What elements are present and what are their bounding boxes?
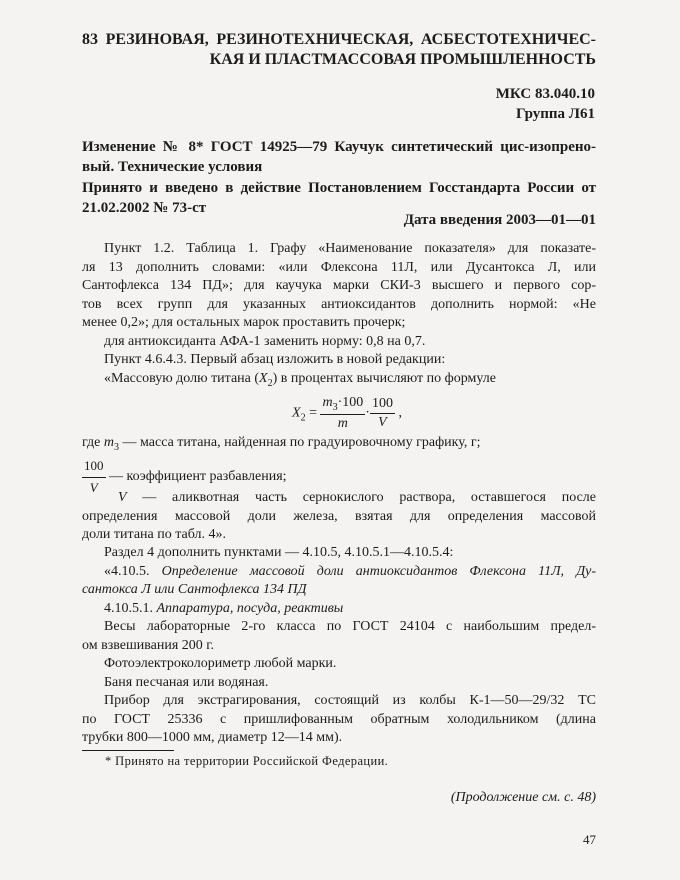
text-line (82, 563, 596, 582)
text-fragment: «Массовую долю титана ( (104, 370, 260, 386)
page-number: 47 (583, 832, 596, 847)
text-line: трубки 800—1000 мм, диаметр 12—14 мм). (82, 730, 343, 745)
titanium-formula (292, 395, 402, 432)
variable: m (322, 395, 333, 410)
text-line: Баня песчаная или водяная. (104, 674, 269, 690)
text-line: Прибор для экстрагирования, состоящий из колбы К-1—50—29/32 ТС (104, 693, 596, 708)
amendment-title-line-2: вый. Технические условия (82, 159, 263, 175)
clause-number: 4.10.5.1. (104, 600, 157, 616)
subscript: 3 (332, 401, 338, 413)
text-line: Фотоэлектроколориметр любой марки. (104, 656, 337, 671)
formula-dot: · (365, 405, 370, 421)
text-line: ля 13 дополнить словами: «или Флексона 11Л, или Дусантокса Л, или (82, 259, 596, 275)
text-fragment: — коэффициент разбавления; (105, 469, 287, 485)
text-fragment: — масса титана, найденная по градуировочному графику, г; (119, 435, 481, 450)
variable: m (103, 435, 115, 450)
formula-lhs-sub: 2 (300, 412, 306, 424)
section-heading-line-1: 83 РЕЗИНОВАЯ, РЕЗИНОТЕХНИЧЕСКАЯ, АСБЕСТОТЕХНИЧЕС- (82, 31, 596, 48)
text-line (82, 370, 596, 393)
variable: V (118, 490, 127, 505)
adoption-line-2: 21.02.2002 № 73-ст (82, 200, 207, 216)
formula-lhs: X (292, 405, 301, 421)
clause-title: Определение массовой доли антиоксидантов Флексона 11Л, Ду- (161, 563, 596, 579)
amendment-title (82, 137, 596, 177)
text-line: определения массовой доли железа, взятая для определения массовой (82, 508, 596, 524)
paragraph-item-1-2 (82, 240, 596, 393)
fraction-denominator: m (337, 415, 348, 431)
footnote: * Принято на территории Российской Федерации. (105, 754, 389, 768)
text-line (82, 489, 596, 508)
text-line (82, 600, 596, 619)
text-line: для антиоксиданта АФА-1 заменить норму: 0,8 на 0,7. (104, 333, 426, 349)
text-line: сантокса Л или Сантофлекса 134 ПД (82, 582, 307, 597)
text-line: тов всех групп для указанных антиоксидантов дополнить нормой: «Не (82, 296, 596, 312)
fraction-numerator: 100 (370, 396, 395, 414)
continuation-note: (Продолжение см. с. 48) (450, 790, 596, 805)
amendment-title-line-1: Изменение № 8* ГОСТ 14925—79 Каучук синтетический цис-изопрено- (82, 139, 596, 155)
text-line: ом взвешивания 200 г. (82, 637, 214, 653)
text-fragment: — аликвотная часть сернокислого раствора, оставшегося после (126, 490, 596, 505)
formula-fraction-1 (320, 395, 365, 432)
section-heading (82, 30, 596, 70)
aliquot-definition (82, 489, 596, 545)
text-line: менее 0,2»; для остальных марок проставить прочерк; (82, 315, 406, 330)
section-4-additions (82, 544, 596, 748)
numerator-rest: ·100 (337, 395, 364, 410)
group-code: Группа Л61 (516, 106, 595, 122)
text-fragment: ) в процентах вычисляют по формуле (272, 370, 496, 386)
formula-fraction-2 (370, 396, 395, 431)
formula-equals: = (305, 405, 321, 421)
text-line: Пункт 1.2. Таблица 1. Графу «Наименование показателя» для показате- (104, 241, 596, 256)
section-heading-line-2: КАЯ И ПЛАСТМАССОВАЯ ПРОМЫШЛЕННОСТЬ (209, 51, 596, 68)
variable: X (259, 370, 268, 386)
text-fragment: где (82, 435, 104, 450)
text-line: по ГОСТ 25336 с пришлифованным обратным холодильником (длина (82, 711, 596, 727)
where-clause (82, 434, 596, 457)
fraction-numerator (320, 395, 365, 415)
subscript: 2 (267, 377, 273, 389)
adoption-line-1: Принято и введено в действие Постановлением Госстандарта России от (82, 180, 596, 196)
mks-code: МКС 83.040.10 (495, 86, 595, 102)
subscript: 3 (114, 441, 120, 453)
text-line: Раздел 4 дополнить пунктами — 4.10.5, 4.10.5.1—4.10.5.4: (104, 545, 454, 560)
effective-date: Дата введения 2003—01—01 (403, 212, 596, 228)
footnote-divider (82, 750, 174, 751)
formula-tail: , (394, 405, 402, 421)
classification-block (496, 84, 595, 124)
clause-number: «4.10.5. (104, 563, 162, 579)
clause-title: Аппаратура, посуда, реактивы (156, 600, 344, 616)
fraction-denominator: V (89, 479, 98, 495)
text-line: Весы лабораторные 2-го класса по ГОСТ 24104 с наибольшим предел- (104, 619, 596, 634)
text-line: Пункт 4.6.4.3. Первый абзац изложить в новой редакции: (104, 352, 446, 367)
text-line: доли титана по табл. 4». (82, 527, 226, 542)
fraction-denominator: V (378, 414, 387, 430)
fraction-numerator: 100 (82, 457, 106, 478)
text-line: Сантофлекса 134 ПД»; для каучука марки СКИ-3 высшего и первого сор- (82, 278, 596, 293)
